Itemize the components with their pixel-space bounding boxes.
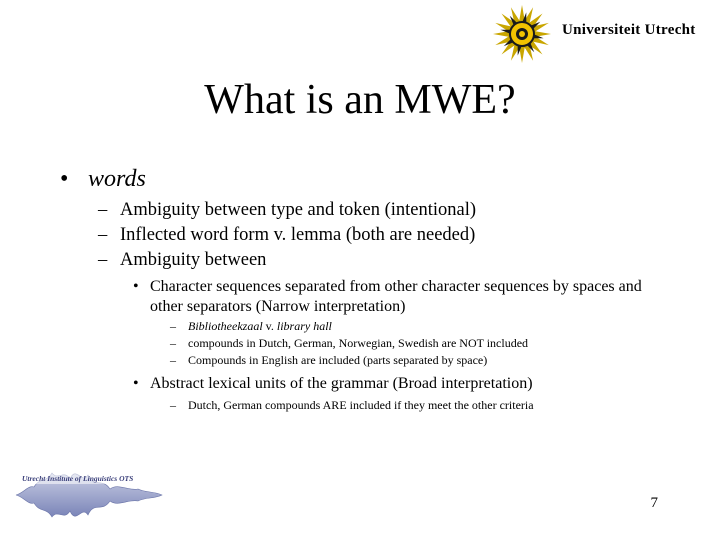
page-number: 7 (650, 495, 658, 511)
bullet-text: words (88, 166, 146, 192)
example-text (188, 318, 332, 335)
dash-marker: – (170, 398, 176, 412)
narrow-sub-item-text: Compounds in English are included (parts separated by space) (188, 353, 488, 367)
sub-item-text: Inflected word form v. lemma (both are needed) (120, 225, 476, 245)
sun-emblem-icon (492, 4, 552, 64)
broad-interpretation-text: Abstract lexical units of the grammar (Broad interpretation) (150, 375, 533, 392)
bullet-marker: • (133, 278, 139, 295)
versus-text: v. (262, 319, 277, 333)
dash-marker: – (170, 336, 176, 350)
dutch-example: Bibliotheekzaal (188, 319, 263, 333)
university-logo (492, 4, 718, 64)
dash-marker: – (170, 319, 176, 333)
bullet-marker: • (133, 375, 139, 392)
dash-marker: – (98, 200, 108, 220)
narrow-sub-item-text: compounds in Dutch, German, Norwegian, Swedish are NOT included (188, 336, 529, 350)
sub-item-text: Ambiguity between type and token (intentional) (120, 200, 477, 220)
ots-logo (14, 455, 164, 530)
sub-item-text: Ambiguity between (120, 250, 267, 270)
slide-title: What is an MWE? (204, 77, 516, 123)
dash-marker: – (98, 225, 108, 245)
english-example: library hall (276, 319, 332, 333)
ots-logo-text: Utrecht Institute of Linguistics OTS (22, 474, 134, 483)
narrow-interpretation-text: Character sequences separated from other character sequences by spaces and other separators (Narrow interpretation) (150, 278, 642, 315)
bullet-marker: • (60, 166, 69, 192)
university-name: Universiteit Utrecht (562, 22, 696, 38)
dash-marker: – (170, 353, 176, 367)
dash-marker: – (98, 250, 108, 270)
broad-sub-item-text: Dutch, German compounds ARE included if they meet the other criteria (188, 398, 534, 412)
